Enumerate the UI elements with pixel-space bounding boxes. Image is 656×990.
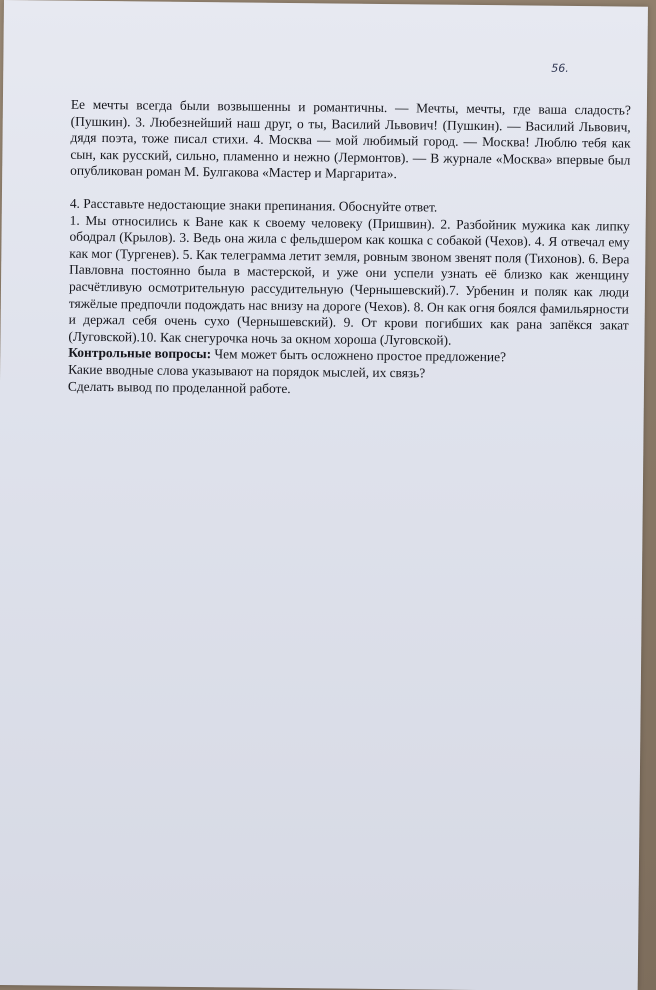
document-body bbox=[68, 97, 631, 401]
page-number: 56. bbox=[551, 61, 569, 75]
control-question-1: Чем может быть осложнено простое предложение? bbox=[210, 346, 507, 365]
control-questions bbox=[68, 345, 628, 401]
control-questions-label: Контрольные вопросы: bbox=[68, 345, 212, 362]
task-4-body: 1. Мы относились к Ване как к своему человеку (Пришвин). 2. Разбойник мужика как липку ободрал (Крылов). 3. Ведь она жила с фельдшером как кошка с собакой (Чехов). 4. Я отвечал ему как мог (Тургенев). 5. Как телеграмма летит земля, ровным звоном звенят поля (Тихонов). 6. Вера Павловна постоянно была в мастерской, и уже они успели узнать её близко как женщину расчётливую осмотрительную рассудительную (Чернышевский).7. Урбенин и поляк как люди тяжёлые предпочли подождать нас внизу на дороге (Чехов). 8. Он как огня боялся фамильярности и держал себя очень сухо (Чернышевский). 9. От крови погибших как рана запёкся закат (Луговской).10. Как снегурочка ночь за окном хороша (Луговской). bbox=[68, 212, 630, 348]
conclusion-instruction: Сделать вывод по проделанной работе. bbox=[67, 378, 291, 396]
task-4-title: 4. Расставьте недостающие знаки препинания. Обоснуйте ответ. bbox=[69, 195, 438, 215]
control-question-2: Какие вводные слова указывают на порядок мыслей, их связь? bbox=[68, 361, 426, 381]
intro-paragraph: Ее мечты всегда были возвышенны и романтичны. — Мечты, мечты, где ваша сладость? (Пушкин). 3. Любезнейший наш друг, о ты, Василий Львович! (Пушкин). — Василий Львович, дядя поэта, тоже писал стихи. 4. Москва — мой любимый город. — Москва! Люблю тебя как сын, как русский, сильно, пламенно и нежно (Лермонтов). — В журнале «Москва» впервые был опубликован роман М. Булгакова «Мастер и Маргарита». bbox=[70, 96, 631, 182]
